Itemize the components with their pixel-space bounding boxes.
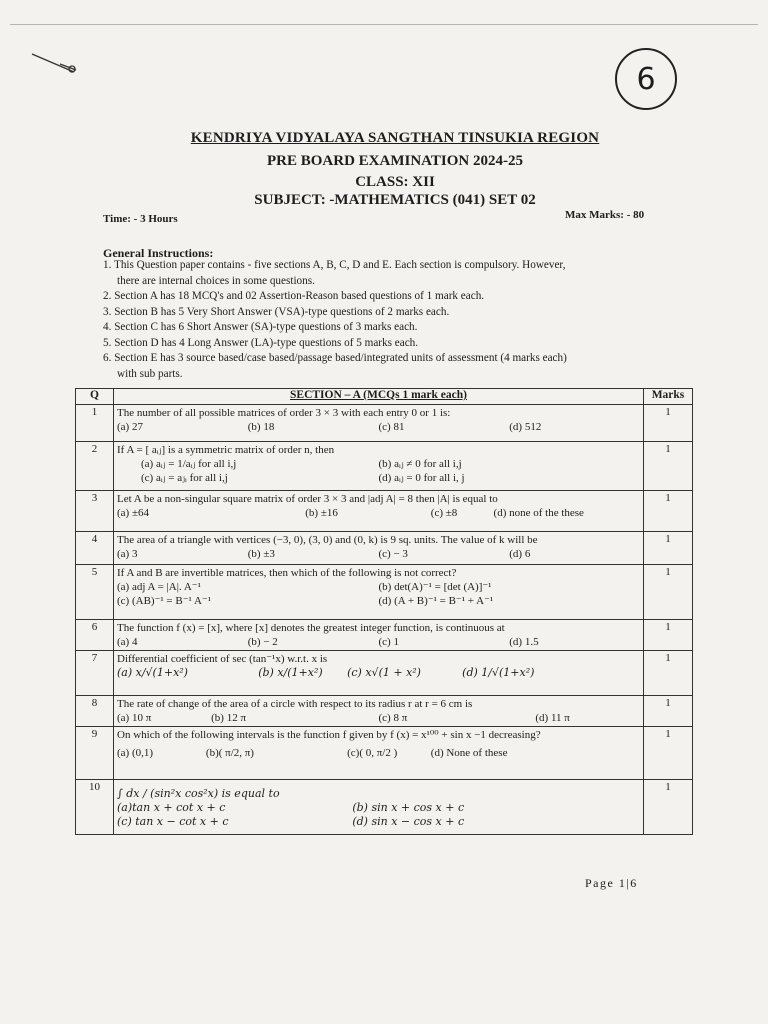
option: (d) none of the these: [493, 507, 584, 519]
option: (b) sin x + cos x + c: [352, 801, 465, 814]
instruction-item: 6. Section E has 3 source based/case based/passage based/integrated units of assessment (4 marks each): [103, 352, 567, 364]
option: (a) ±64: [117, 507, 149, 519]
max-marks-label: Max Marks: - 80: [565, 209, 645, 221]
top-rule: [10, 24, 758, 25]
question-body: [114, 532, 644, 565]
question-marks: 1: [644, 727, 693, 780]
option: (a) 3: [117, 548, 138, 560]
options-row: [117, 420, 640, 434]
options-row: [117, 815, 640, 829]
option: (c) tan x − cot x + c: [117, 815, 229, 828]
time-label: Time: - 3 Hours: [103, 213, 178, 225]
option: (c)( 0, π/2 ): [347, 747, 398, 759]
option: (c) x√(1 + x²): [347, 666, 421, 679]
question-number: 9: [76, 727, 114, 780]
option: (b) x/(1+x²): [258, 666, 323, 679]
option: (b) ±3: [247, 548, 275, 560]
options-row: [117, 801, 640, 815]
option: (a) 10 π: [117, 712, 152, 724]
options-row: [117, 547, 640, 561]
option: (b) 12 π: [211, 712, 247, 724]
option: (d) sin x − cos x + c: [352, 815, 465, 828]
question-body: [114, 442, 644, 491]
question-body: [114, 727, 644, 780]
options-row: [117, 580, 640, 594]
col-q-header: Q: [76, 389, 114, 405]
option: (a) aᵢⱼ = 1/aᵢⱼ for all i,j: [141, 458, 237, 470]
page-footer: Page 1|6: [585, 876, 638, 890]
question-number: 1: [76, 405, 114, 442]
question-text: The area of a triangle with vertices (−3, 0), (3, 0) and (0, k) is 9 sq. units. The value of k will be: [117, 534, 538, 546]
option: (d) 1.5: [509, 636, 539, 648]
table-row: [76, 780, 693, 835]
question-body: [114, 651, 644, 696]
option: (c) aᵢⱼ = aⱼᵢ for all i,j: [141, 472, 228, 484]
question-text: If A = [ aᵢⱼ] is a symmetric matrix of order n, then: [117, 444, 335, 456]
options-row: [117, 635, 640, 649]
instruction-item: 1. This Question paper contains - five sections A, B, C, D and E. Each section is compulsory. However,: [103, 259, 566, 271]
option: (d) 11 π: [535, 712, 570, 724]
option: (d) (A + B)⁻¹ = B⁻¹ + A⁻¹: [378, 595, 494, 607]
options-row: [117, 746, 640, 760]
questions-table: [75, 388, 693, 835]
option: (a) 27: [117, 421, 143, 433]
option: (c) 81: [378, 421, 405, 433]
pen-scribble-icon: [30, 50, 80, 80]
col-section-header: SECTION – A (MCQs 1 mark each): [114, 389, 644, 405]
instruction-item: 5. Section D has 4 Long Answer (LA)-type questions of 5 marks each.: [103, 336, 419, 349]
table-row: [76, 696, 693, 727]
question-body: [114, 565, 644, 620]
question-marks: 1: [644, 565, 693, 620]
question-body: [114, 696, 644, 727]
option: (a) adj A = |A|. A⁻¹: [117, 581, 201, 593]
instruction-item: 4. Section C has 6 Short Answer (SA)-type questions of 3 marks each.: [103, 321, 418, 333]
question-text: ∫ dx / (sin²x cos²x) is equal to: [117, 787, 280, 800]
question-marks: 1: [644, 491, 693, 532]
option: (d) 1/√(1+x²): [462, 666, 535, 679]
option: (c) (AB)⁻¹ = B⁻¹ A⁻¹: [117, 595, 212, 607]
table-row: [76, 532, 693, 565]
question-text: The number of all possible matrices of order 3 × 3 with each entry 0 or 1 is:: [117, 407, 451, 419]
table-row: [76, 727, 693, 780]
instructions-title: General Instructions:: [103, 246, 214, 260]
option: (a)tan x + cot x + c: [117, 801, 226, 814]
exam-title: PRE BOARD EXAMINATION 2024-25: [267, 153, 523, 169]
option: (b) 18: [247, 421, 275, 433]
table-row: [76, 442, 693, 491]
options-row: [117, 506, 640, 520]
option: (c) 1: [378, 636, 399, 648]
instruction-item: 2. Section A has 18 MCQ's and 02 Assertion-Reason based questions of 1 mark each.: [103, 290, 485, 302]
option: (c) 8 π: [378, 712, 408, 724]
instruction-item: 3. Section B has 5 Very Short Answer (VSA)-type questions of 2 marks each.: [103, 305, 450, 318]
question-marks: 1: [644, 532, 693, 565]
question-number: 10: [76, 780, 114, 835]
question-marks: 1: [644, 780, 693, 835]
question-body: [114, 491, 644, 532]
options-row: [117, 711, 640, 725]
table-row: [76, 620, 693, 651]
option: (d) None of these: [430, 747, 508, 759]
table-row: [76, 565, 693, 620]
question-number: 3: [76, 491, 114, 532]
option: (a) x/√(1+x²): [117, 666, 188, 679]
option: (b) aᵢⱼ ≠ 0 for all i,j: [378, 458, 462, 470]
option: (c) − 3: [378, 548, 408, 560]
question-text: If A and B are invertible matrices, then which of the following is not correct?: [117, 567, 457, 579]
question-marks: 1: [644, 405, 693, 442]
table-row: [76, 491, 693, 532]
option: (b) ±16: [305, 507, 338, 519]
instruction-item: with sub parts.: [117, 367, 183, 380]
question-number: 8: [76, 696, 114, 727]
option: (d) aᵢⱼ = 0 for all i, j: [378, 472, 465, 484]
question-number: 4: [76, 532, 114, 565]
question-number: 6: [76, 620, 114, 651]
option: (a) 4: [117, 636, 138, 648]
option: (b) det(A)⁻¹ = [det (A)]⁻¹: [378, 581, 492, 593]
question-body: [114, 405, 644, 442]
option: (c) ±8: [430, 507, 458, 519]
question-marks: 1: [644, 696, 693, 727]
option: (b) − 2: [247, 636, 278, 648]
options-row: [117, 471, 640, 485]
options-row: [117, 666, 640, 680]
instruction-item: there are internal choices in some questions.: [117, 274, 315, 287]
subject-label: SUBJECT: -MATHEMATICS (041) SET 02: [254, 192, 536, 208]
table-row: [76, 405, 693, 442]
question-number: 2: [76, 442, 114, 491]
question-text: Differential coefficient of sec (tan⁻¹x) w.r.t. x is: [117, 653, 328, 665]
question-marks: 1: [644, 442, 693, 491]
question-number: 7: [76, 651, 114, 696]
handwritten-page-mark: 6: [615, 48, 677, 110]
instructions-list: [103, 258, 668, 382]
question-text: Let A be a non-singular square matrix of order 3 × 3 and |adj A| = 8 then |A| is equal to: [117, 493, 498, 505]
school-title: KENDRIYA VIDYALAYA SANGTHAN TINSUKIA REGION: [190, 130, 600, 146]
option: (a) (0,1): [117, 747, 154, 759]
question-body: [114, 780, 644, 835]
question-text: The rate of change of the area of a circle with respect to its radius r at r = 6 cm is: [117, 698, 473, 710]
options-row: [117, 594, 640, 608]
options-row: [117, 457, 640, 471]
question-text: On which of the following intervals is the function f given by f (x) = x¹⁰⁰ + sin x −1 decreasing?: [117, 729, 541, 741]
table-header-row: [76, 389, 693, 405]
option: (d) 512: [509, 421, 542, 433]
question-marks: 1: [644, 620, 693, 651]
question-marks: 1: [644, 651, 693, 696]
question-text: The function f (x) = [x], where [x] denotes the greatest integer function, is continuous at: [117, 622, 505, 634]
option: (b)( π/2, π): [205, 747, 254, 759]
option: (d) 6: [509, 548, 531, 560]
col-marks-header: Marks: [644, 389, 693, 405]
question-body: [114, 620, 644, 651]
question-number: 5: [76, 565, 114, 620]
table-row: [76, 651, 693, 696]
class-label: CLASS: XII: [355, 174, 435, 190]
